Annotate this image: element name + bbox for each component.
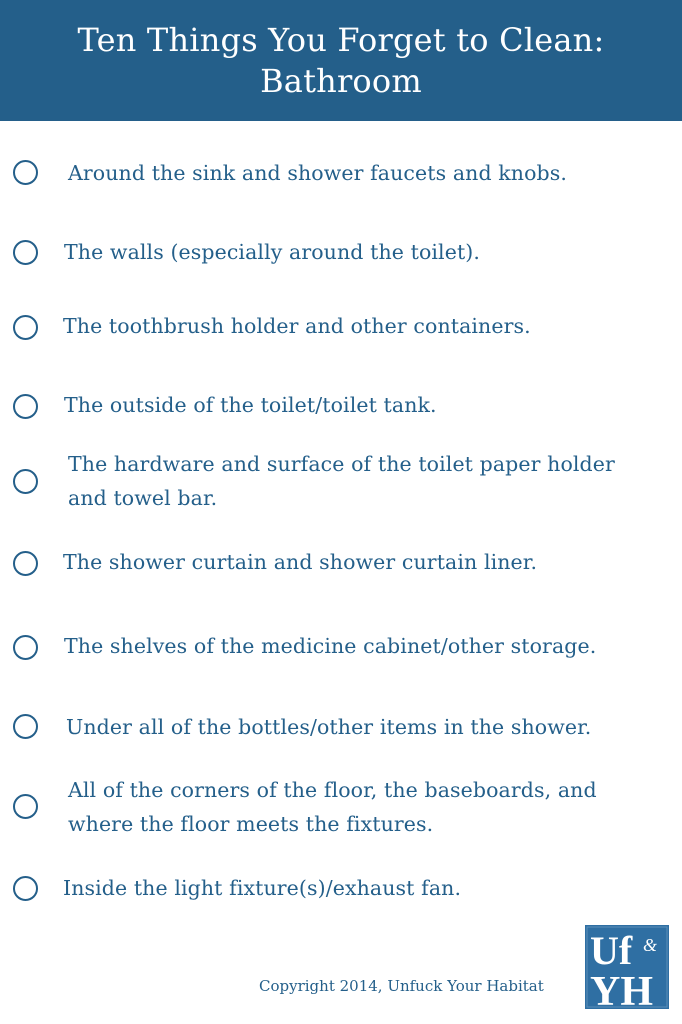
copyright-notice: Copyright 2014, Unfuck Your Habitat	[259, 977, 544, 995]
checkbox-circle-icon[interactable]	[13, 551, 38, 576]
checklist-item-text-line-2: and towel bar.	[68, 486, 218, 510]
checkbox-circle-icon[interactable]	[13, 635, 38, 660]
page-header	[0, 0, 682, 121]
checkbox-circle-icon[interactable]	[13, 714, 38, 739]
checklist-item-text-line-1: The hardware and surface of the toilet paper holder	[68, 452, 615, 476]
checklist-item-text: The outside of the toilet/toilet tank.	[64, 393, 437, 417]
page-title-line-1: Ten Things You Forget to Clean:	[77, 21, 605, 59]
logo-bottom-text: YH	[590, 969, 653, 1009]
checklist-item-text: The shower curtain and shower curtain liner.	[63, 550, 538, 574]
checklist-item-text: Under all of the bottles/other items in the shower.	[66, 715, 592, 739]
checkbox-circle-icon[interactable]	[13, 469, 38, 494]
checklist-item-text: The walls (especially around the toilet).	[64, 240, 480, 264]
checklist-item-text: The shelves of the medicine cabinet/other storage.	[64, 634, 597, 658]
checklist-item-text: Around the sink and shower faucets and knobs.	[68, 161, 568, 185]
logo-ampersand: &	[643, 935, 658, 955]
checkbox-circle-icon[interactable]	[13, 876, 38, 901]
page-title-line-2: Bathroom	[260, 62, 422, 100]
checklist-item-text-line-2: where the floor meets the fixtures.	[68, 812, 434, 836]
checkbox-circle-icon[interactable]	[13, 240, 38, 265]
logo-top-text: Uf	[590, 928, 633, 973]
checklist-item-text: The toothbrush holder and other containers.	[63, 314, 531, 338]
checkbox-circle-icon[interactable]	[13, 160, 38, 185]
checkbox-circle-icon[interactable]	[13, 794, 38, 819]
ufyh-logo	[585, 925, 669, 1009]
checkbox-circle-icon[interactable]	[13, 394, 38, 419]
checklist-item-text: Inside the light fixture(s)/exhaust fan.	[63, 876, 462, 900]
checklist-item-text-line-1: All of the corners of the floor, the baseboards, and	[68, 778, 597, 802]
checkbox-circle-icon[interactable]	[13, 315, 38, 340]
